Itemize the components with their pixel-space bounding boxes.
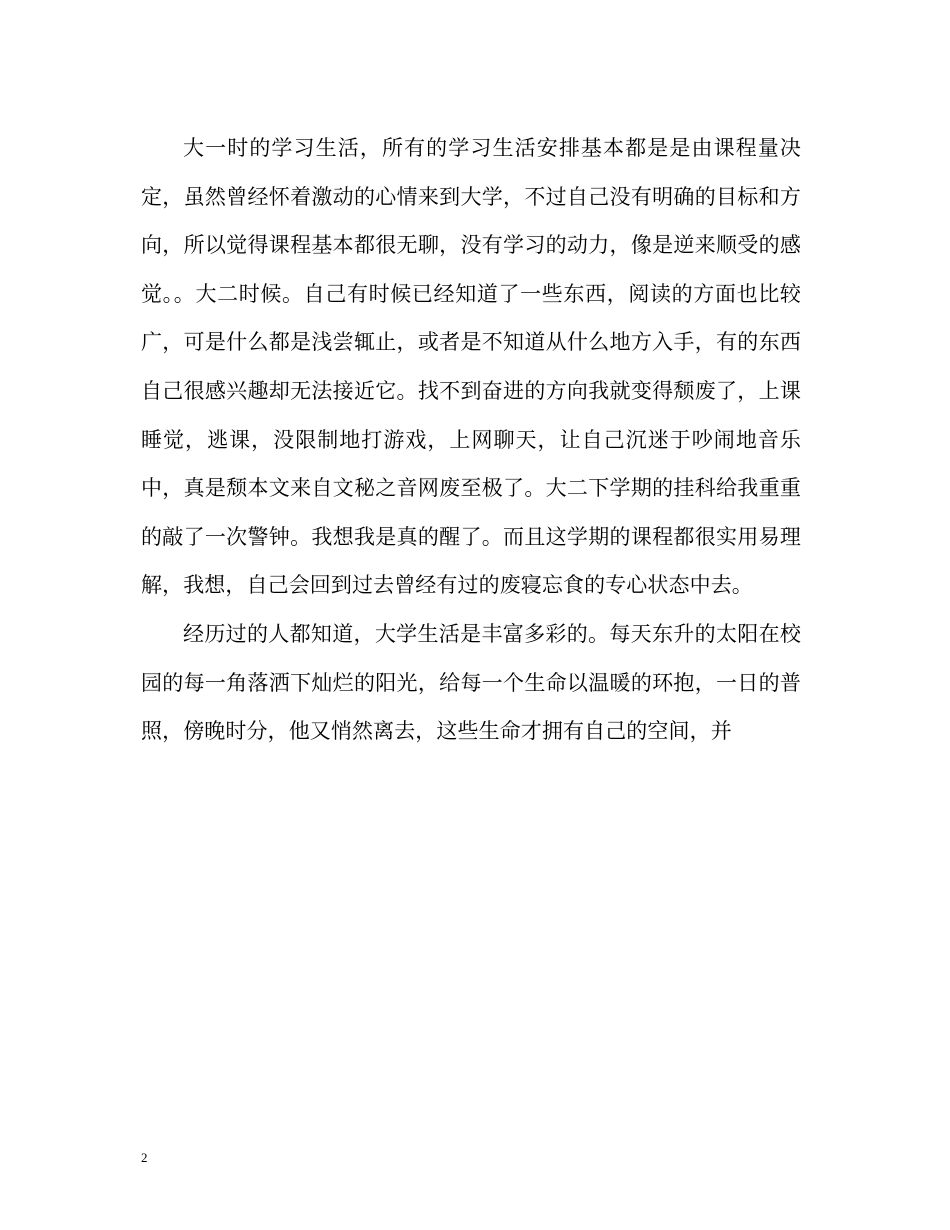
page-number: 2: [141, 1150, 148, 1165]
paragraph-1: 大一时的学习生活，所有的学习生活安排基本都是是由课程量决定，虽然曾经怀着激动的心情来到大学，不过自己没有明确的目标和方向，所以觉得课程基本都很无聊，没有学习的动力，像是逆来顺受的感觉。。大二时候。自己有时候已经知道了一些东西，阅读的方面也比较广，可是什么都是浅尝辄止，或者是不知道从什么地方入手，有的东西自己很感兴趣却无法接近它。找不到奋进的方向我就变得颓废了，上课睡觉，逃课，没限制地打游戏，上网聊天，让自己沉迷于吵闹地音乐中，真是颓本文来自文秘之音网废至极了。大二下学期的挂科给我重重的敲了一次警钟。我想我是真的醒了。而且这学期的课程都很实用易理解，我想，自己会回到过去曾经有过的废寝忘食的专心状态中去。: [141, 136, 801, 598]
paragraph-2: 经历过的人都知道，大学生活是丰富多彩的。每天东升的太阳在校园的每一角落洒下灿烂的阳光，给每一个生命以温暖的环抱，一日的普照，傍晚时分，他又悄然离去，这些生命才拥有自己的空间，并: [141, 621, 801, 744]
body-text: [141, 124, 801, 756]
